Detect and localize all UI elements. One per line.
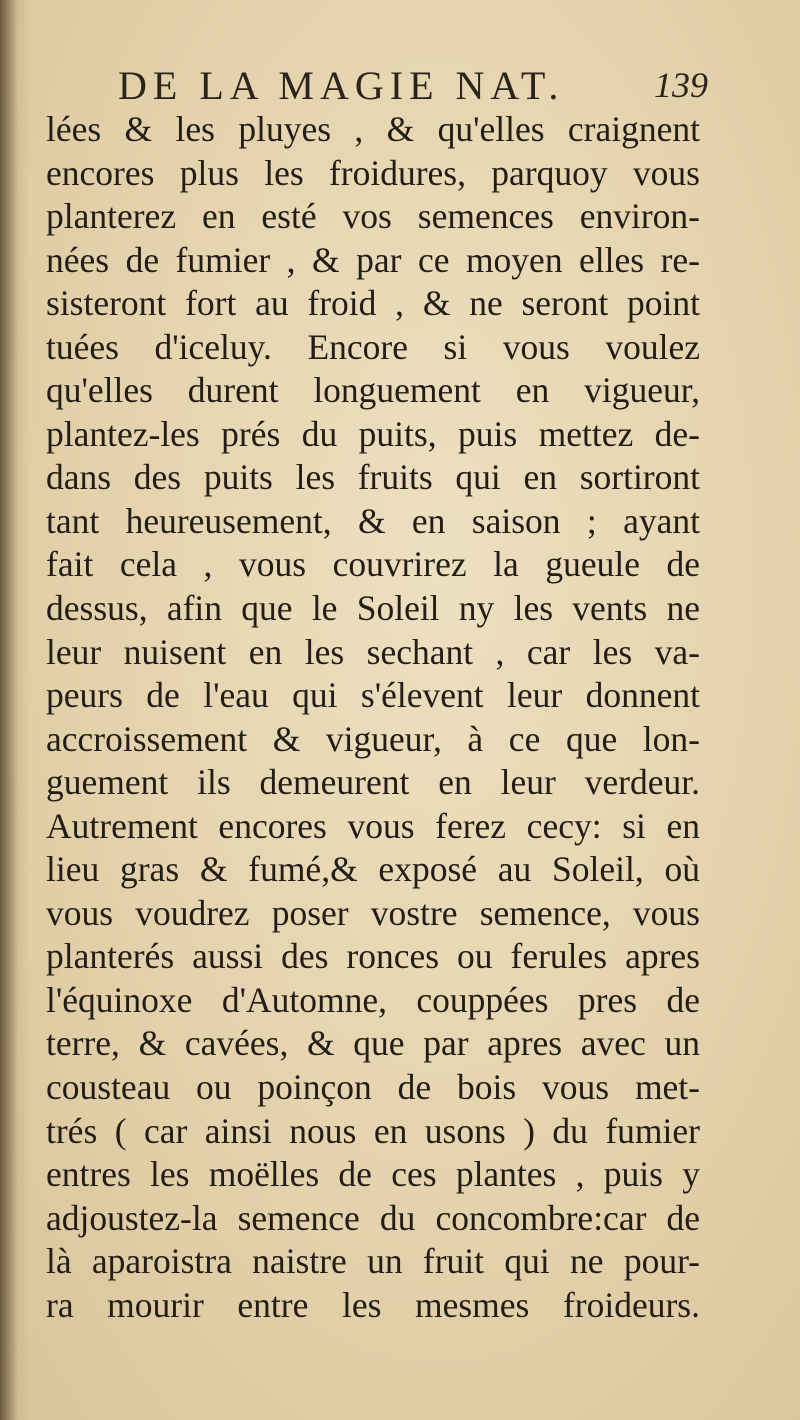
text-line: lées & les pluyes , & qu'elles craignent — [46, 109, 700, 149]
binding-shadow — [0, 0, 30, 1420]
running-head — [118, 62, 708, 112]
text-line: dessus, afin que le Soleil ny les vents ne — [46, 588, 700, 629]
body-text — [46, 108, 700, 1327]
text-line: plantez-les prés du puits, puis mettez de- — [46, 413, 700, 454]
text-line: l'équinoxe d'Automne, couppées pres de — [46, 979, 700, 1020]
text-line: qu'elles durent longuement en vigueur, — [46, 370, 700, 411]
text-line: accroissement & vigueur, à ce que lon- — [46, 718, 700, 759]
text-line: guement ils demeurent en leur verdeur. — [46, 762, 700, 803]
text-line: dans des puits les fruits qui en sortiront — [46, 457, 700, 498]
text-line: tant heureusement, & en saison ; ayant — [46, 500, 700, 541]
text-line: terre, & cavées, & que par apres avec un — [46, 1023, 700, 1064]
text-line: Autrement encores vous ferez cecy: si en — [46, 805, 700, 846]
text-line: adjoustez-la semence du concombre:car de — [46, 1197, 700, 1238]
text-line: vous voudrez poser vostre semence, vous — [46, 892, 700, 933]
text-line: encores plus les froidures, parquoy vous — [46, 152, 700, 193]
text-line: nées de fumier , & par ce moyen elles re- — [46, 239, 700, 280]
text-line: fait cela , vous couvrirez la gueule de — [46, 544, 700, 585]
text-line: là aparoistra naistre un fruit qui ne pour- — [46, 1241, 700, 1282]
text-line: sisteront fort au froid , & ne seront point — [46, 283, 700, 324]
text-line: entres les moëlles de ces plantes , puis y — [46, 1154, 700, 1195]
text-line: planterez en esté vos semences environ- — [46, 196, 700, 237]
text-line: leur nuisent en les sechant , car les va- — [46, 631, 700, 672]
text-line: cousteau ou poinçon de bois vous met- — [46, 1067, 700, 1108]
text-line: tuées d'iceluy. Encore si vous voulez — [46, 326, 700, 367]
page-number: 139 — [654, 65, 708, 105]
text-line: peurs de l'eau qui s'élevent leur donnent — [46, 675, 700, 716]
text-line: trés ( car ainsi nous en usons ) du fumier — [46, 1110, 700, 1151]
text-line: planterés aussi des ronces ou ferules apres — [46, 936, 700, 977]
text-line: lieu gras & fumé,& exposé au Soleil, où — [46, 849, 700, 890]
text-line: ra mourir entre les mesmes froideurs. — [46, 1284, 700, 1325]
running-title: DE LA MAGIE NAT. — [118, 63, 565, 108]
